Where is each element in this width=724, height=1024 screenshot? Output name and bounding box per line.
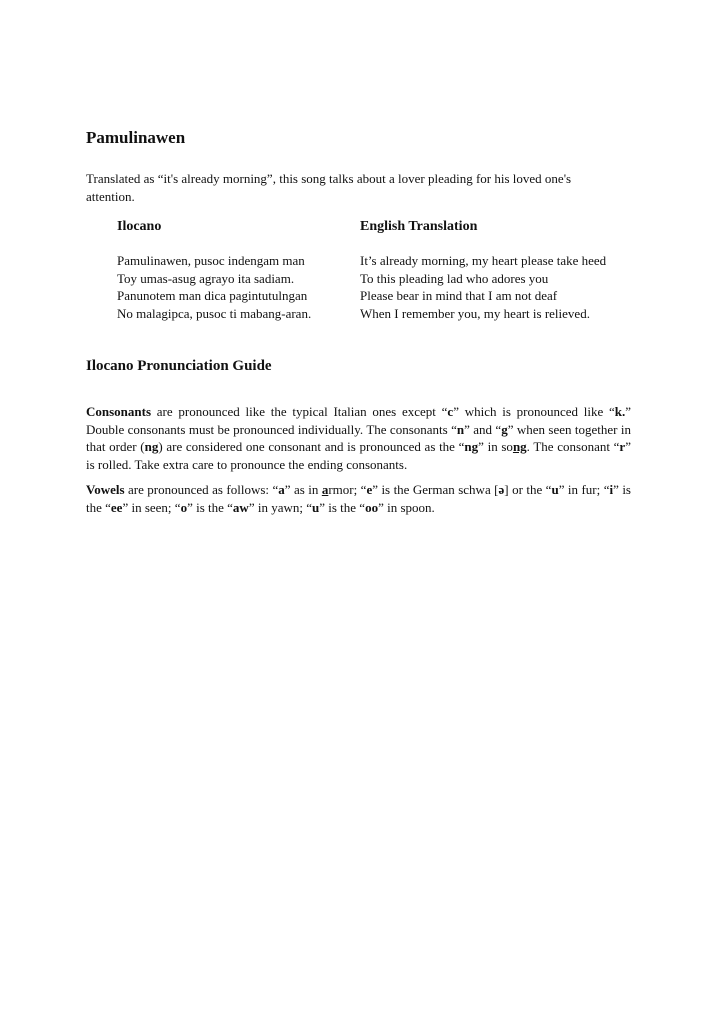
letter: o: [180, 499, 188, 515]
page-title: Pamulinawen: [86, 128, 186, 147]
text-run: ” in spoon.: [378, 499, 435, 515]
english-line: Please bear in mind that I am not deaf: [360, 288, 558, 303]
guide-title: Ilocano Pronunciation Guide: [86, 358, 272, 374]
letter: ə: [498, 482, 505, 497]
ilocano-line: Toy umas-asug agrayo ita sadiam.: [117, 270, 295, 286]
text-run: are pronounced as follows: “: [124, 482, 279, 497]
letter: oo: [365, 499, 379, 515]
text-run: ” is the German schwa [: [372, 482, 499, 497]
underlined-letters: a: [321, 482, 329, 497]
text-run: ” and “: [464, 421, 502, 437]
ilocano-line: Panunotem man dica pagintutulngan: [117, 288, 308, 303]
english-header: English Translation: [360, 219, 478, 234]
consonants-term: Consonants: [86, 404, 152, 419]
letter: c: [447, 404, 454, 419]
letter: n: [456, 421, 465, 437]
english-line: When I remember you, my heart is relieved.: [360, 305, 590, 321]
underlined-letters: ng: [512, 439, 527, 454]
text-run: are pronounced like the typical Italian ones except “: [151, 404, 448, 419]
letter: r: [619, 439, 626, 454]
letter: aw: [232, 499, 249, 515]
text-run: ” is rolled. Take extra care to pronounce the ending consonants.: [86, 439, 631, 472]
text-run: ” is the “: [86, 482, 631, 515]
text-run: ) are considered one consonant and is pronounced as the “: [158, 439, 465, 454]
text-run: rmor; “: [328, 482, 367, 497]
ilocano-line: Pamulinawen, pusoc indengam man: [117, 253, 305, 268]
text-run: ” is the “: [319, 499, 366, 515]
text-run: ” Double consonants must be pronounced individually. The consonants “: [86, 404, 631, 437]
english-line: To this pleading lad who adores you: [360, 270, 549, 286]
consonants-paragraph: [86, 403, 631, 473]
letter: ng: [144, 439, 159, 454]
text-run: ” in seen; “: [122, 499, 181, 515]
poem-table: [117, 218, 634, 322]
letter: g: [501, 421, 508, 437]
letter: k.: [614, 404, 626, 419]
english-line: It’s already morning, my heart please take heed: [360, 253, 607, 268]
ilocano-header: Ilocano: [117, 219, 162, 234]
letter: ng: [464, 439, 479, 454]
text-run: ” is the “: [187, 499, 233, 515]
ilocano-line: No malagipca, pusoc ti mabang-aran.: [117, 305, 312, 321]
vowels-term: Vowels: [86, 482, 125, 497]
text-run: . The consonant “: [526, 439, 620, 454]
document-page: [86, 128, 634, 524]
text-run: ” in so: [478, 439, 513, 454]
letter: e: [366, 482, 373, 497]
letter: u: [551, 482, 559, 497]
text-run: ” which is pronounced like “: [453, 404, 615, 419]
letter: ee: [110, 499, 123, 515]
text-run: ” in yawn; “: [248, 499, 312, 515]
text-run: ” in fur; “: [558, 482, 610, 497]
letter: a: [278, 482, 285, 497]
text-run: ” as in: [284, 482, 322, 497]
letter: i: [609, 482, 614, 497]
text-run: ” when seen together in that order (: [86, 421, 632, 454]
text-run: ] or the “: [504, 482, 552, 497]
vowels-paragraph: [86, 481, 631, 516]
intro-paragraph: Translated as “it's already morning”, this song talks about a lover pleading for his loved one's attention.: [86, 171, 572, 204]
letter: u: [311, 499, 320, 515]
